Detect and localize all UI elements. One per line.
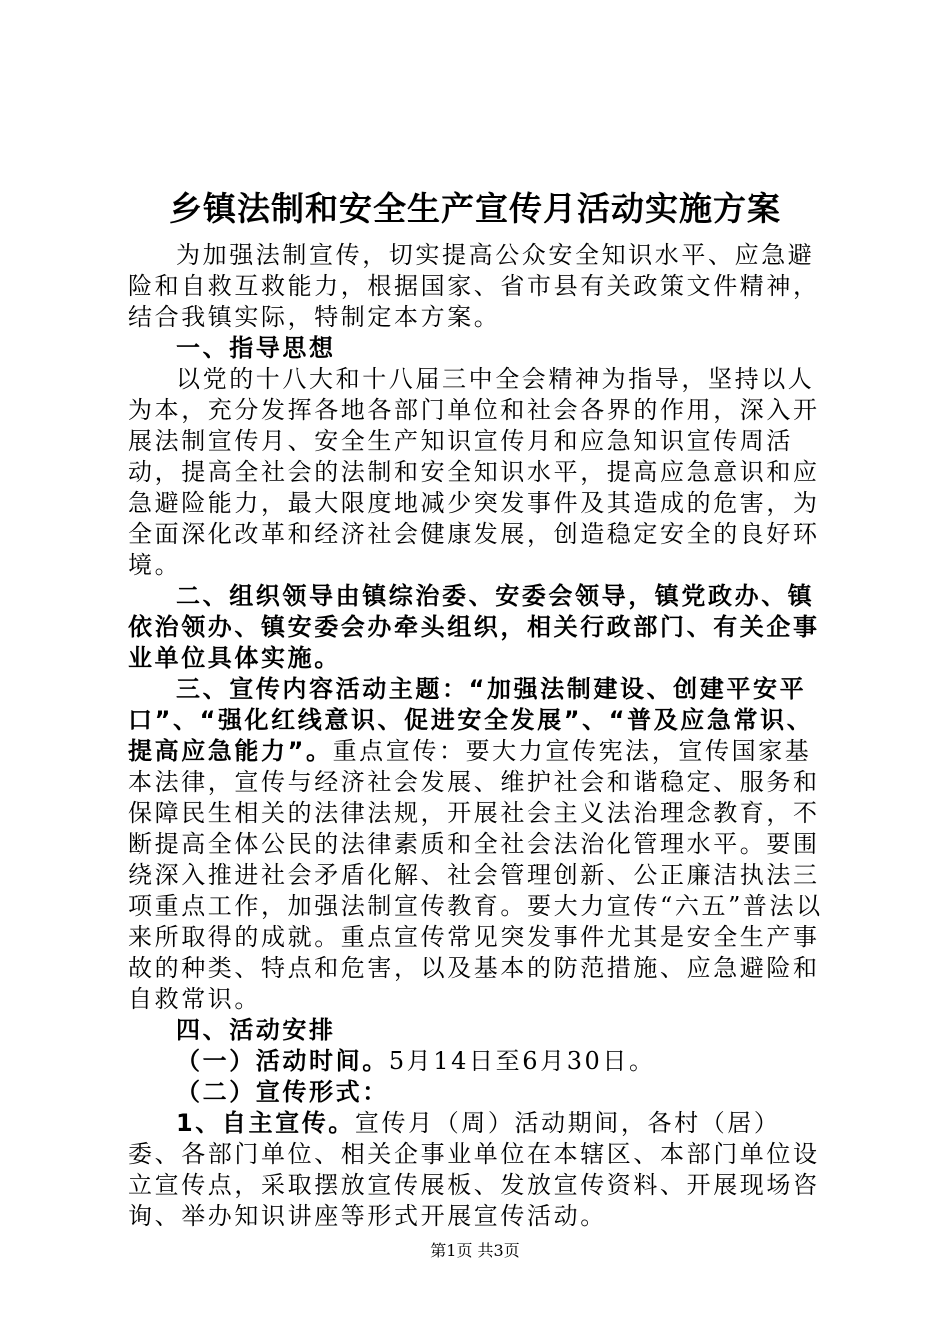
item-text-time: 5月14日至6月30日。 xyxy=(388,1047,656,1075)
item-text-self-promotion: 宣传月（周）活动期间，各村（居）委、各部门单位、相关企事业单位在本辖区、本部门单位设立宣传点，采取摆放宣传展板、发放宣传资料、开展现场咨询、举办知识讲座等形式开展宣传活动。 xyxy=(128,1109,820,1230)
section-paragraph-content xyxy=(128,674,828,1015)
section-heading-guiding-ideology: 一、指导思想 xyxy=(176,334,336,362)
item-heading-form: （二）宣传形式： xyxy=(176,1078,389,1106)
item-paragraph-time xyxy=(128,1046,828,1077)
intro-paragraph: 为加强法制宣传，切实提高公众安全知识水平、应急避险和自救互救能力，根据国家、省市县有关政策文件精神，结合我镇实际，特制定本方案。 xyxy=(128,241,820,331)
section-lead-content: 三、宣传内容活动主题：“加强法制建设、创建平安平口”、“强化红线意识、促进安全发展”、“普及应急常识、提高应急能力”。 xyxy=(128,675,814,765)
item-lead-self-promotion: 1、自主宣传。 xyxy=(176,1109,355,1137)
section-text-content: 重点宣传：要大力宣传宪法，宣传国家基本法律，宣传与经济社会发展、维护社会和谐稳定、服务和保障民生相关的法律法规，开展社会主义法治理念教育，不断提高全体公民的法律素质和全社会法治化管理水平。要围绕深入推进社会矛盾化解、社会管理创新、公正廉洁执法三项重点工作，加强法制宣传教育。要大力宣传“六五”普法以来所取得的成就。重点宣传常见突发事件尤其是安全生产事故的种类、特点和危害，以及基本的防范措施、应急避险和自救常识。 xyxy=(128,737,823,1013)
page-footer: 第1页 共3页 xyxy=(430,1241,520,1260)
item-paragraph-self-promotion xyxy=(128,1108,828,1232)
section-paragraph-guiding-ideology: 以党的十八大和十八届三中全会精神为指导，坚持以人为本，充分发挥各地各部门单位和社会各界的作用，深入开展法制宣传月、安全生产知识宣传月和应急知识宣传周活动，提高全社会的法制和安全知识水平，提高应急意识和应急避险能力，最大限度地减少突发事件及其造成的危害，为全面深化改革和经济社会健康发展，创造稳定安全的良好环境。 xyxy=(128,365,820,579)
section-paragraph-organization: 二、组织领导由镇综治委、安委会领导，镇党政办、镇依治领办、镇安委会办牵头组织，相关行政部门、有关企事业单位具体实施。 xyxy=(128,582,820,672)
item-lead-time: （一）活动时间。 xyxy=(176,1047,389,1075)
document-body xyxy=(128,240,828,1232)
document-title: 乡镇法制和安全生产宣传月活动实施方案 xyxy=(169,189,781,228)
section-heading-arrangement: 四、活动安排 xyxy=(176,1016,336,1044)
